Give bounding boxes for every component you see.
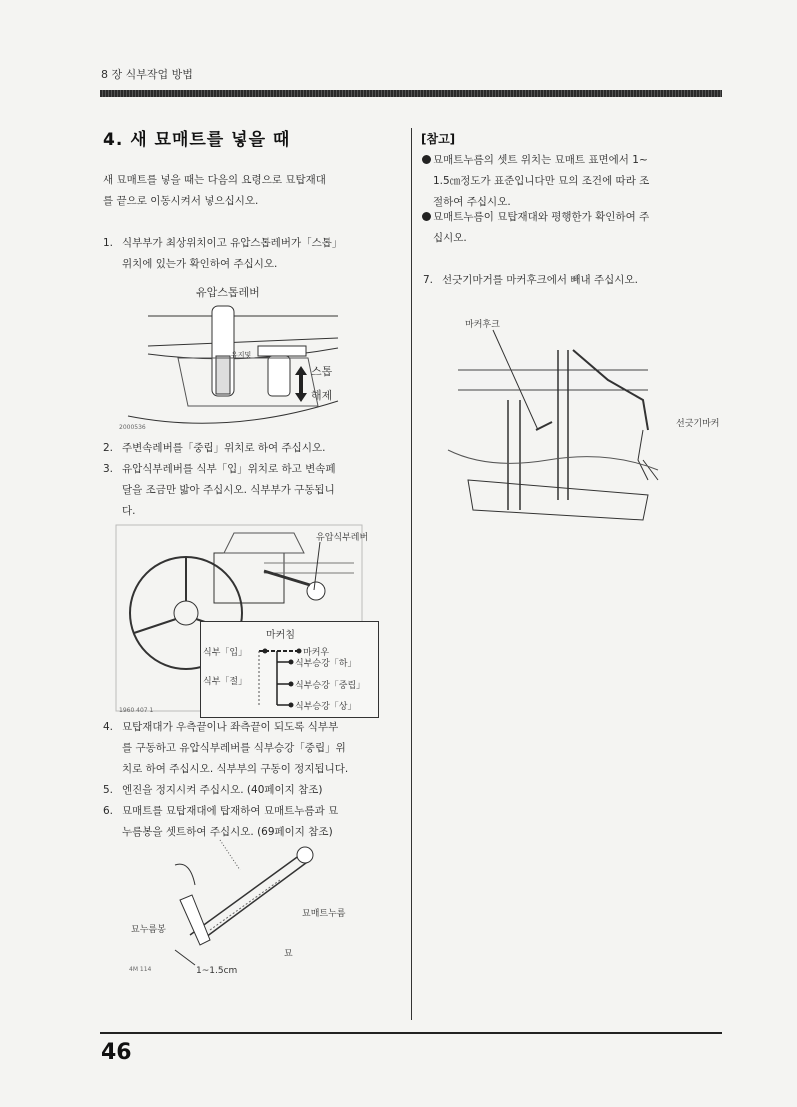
fig1-stop-label: 스톱 bbox=[311, 365, 333, 378]
step-line: 엔진을 정지시켜 주십시오. (40페이지 참조) bbox=[122, 784, 323, 796]
footer-rule bbox=[100, 1032, 722, 1034]
fig4-marker-illustration bbox=[448, 330, 668, 530]
step-line: 치로 하여 주십시오. 식부부의 구동이 정지됩니다. bbox=[122, 763, 349, 775]
fig4-hook-label: 마커후크 bbox=[465, 320, 500, 330]
column-divider bbox=[411, 128, 412, 1020]
step-number: 4. bbox=[103, 721, 114, 733]
note-title: [참고] bbox=[421, 132, 456, 146]
intro-line: 새 묘매트를 넣을 때는 다음의 요령으로 묘탑재대 bbox=[103, 174, 326, 186]
inset-marker-up: 마커우 bbox=[303, 648, 330, 658]
fig3-rod-label: 묘누름봉 bbox=[131, 925, 166, 935]
fig2-leader-line bbox=[310, 542, 330, 590]
fig3-code: 4M 114 bbox=[129, 966, 152, 973]
step-line: 다. bbox=[122, 505, 136, 517]
fig1-sub-label: 유지및 bbox=[231, 351, 252, 359]
step-line: 를 구동하고 유압식부레버를 식부승강「중립」위 bbox=[122, 742, 346, 754]
inset-lower: 식부승강「하」 bbox=[295, 659, 357, 669]
step-line: 식부부가 최상위치이고 유압스톱레버가「스톱」 bbox=[122, 237, 343, 249]
step-line: 유압식부레버를 식부「입」위치로 하고 변속페 bbox=[122, 463, 336, 475]
fig1-title: 유압스톱레버 bbox=[196, 286, 260, 299]
step-line: 묘매트를 묘탑재대에 탑재하여 묘매트누름과 묘 bbox=[122, 805, 339, 817]
step-line: 묘탑재대가 우측끝이나 좌측끝이 되도록 식부부 bbox=[122, 721, 339, 733]
inset-plant-in: 식부「입」 bbox=[203, 648, 248, 658]
step-line: 선긋기마거를 마커후크에서 빼내 주십시오. bbox=[442, 274, 638, 286]
inset-raise: 식부승강「상」 bbox=[295, 702, 357, 712]
section-heading: 4. 새 묘매트를 넣을 때 bbox=[103, 130, 291, 150]
step-number: 6. bbox=[103, 805, 114, 817]
note-line: 1.5㎝정도가 표준입니다만 묘의 조건에 따라 조 bbox=[433, 175, 650, 187]
fig3-gap-label: 1~1.5cm bbox=[196, 966, 238, 976]
note-line: 십시오. bbox=[433, 232, 467, 244]
inset-neutral: 식부승강「중립」 bbox=[295, 681, 366, 691]
fig2-lever-label: 유압식부레버 bbox=[316, 533, 369, 543]
fig4-marker-label: 선긋기마커 bbox=[676, 419, 720, 429]
fig1-code: 2000536 bbox=[119, 424, 146, 431]
bullet-dot-icon bbox=[422, 212, 431, 221]
fig3-seedling-label: 묘 bbox=[284, 949, 293, 959]
fig3-mat-press-label: 묘매트누름 bbox=[302, 909, 346, 919]
step-line: 위치에 있는가 확인하여 주십시오. bbox=[122, 258, 278, 270]
inset-plant-off: 식부「절」 bbox=[203, 677, 248, 687]
bullet-dot-icon bbox=[422, 155, 431, 164]
step-line: 주변속레버를「중립」위치로 하여 주십시오. bbox=[122, 442, 326, 454]
note-line: 묘매트누름의 셋트 위치는 묘매트 표면에서 1~ bbox=[433, 154, 648, 166]
chapter-header: 8 장 식부작업 방법 bbox=[101, 68, 193, 81]
step-line: 누름봉을 셋트하여 주십시오. (69페이지 참조) bbox=[122, 826, 333, 838]
step-number: 3. bbox=[103, 463, 114, 475]
intro-paragraph bbox=[103, 170, 326, 212]
lever-position-inset bbox=[200, 621, 379, 718]
step-number: 1. bbox=[103, 237, 114, 249]
step-number: 2. bbox=[103, 442, 114, 454]
intro-line: 를 끝으로 이동시켜서 넣으십시오. bbox=[103, 195, 259, 207]
note-line: 절하여 주십시오. bbox=[433, 196, 511, 208]
step-line: 달을 조금만 밟아 주십시오. 식부부가 구동됩니 bbox=[122, 484, 335, 496]
inset-title: 마커침 bbox=[266, 630, 295, 641]
note-line: 묘매트누름이 묘탑재대와 평행한가 확인하여 주 bbox=[433, 211, 650, 223]
header-rule bbox=[100, 90, 722, 97]
fig1-release-label: 해제 bbox=[311, 389, 333, 402]
up-down-arrow-icon bbox=[294, 364, 308, 404]
step-number: 7. bbox=[423, 274, 434, 286]
page-number: 46 bbox=[101, 1040, 132, 1065]
fig2-code: 1960 407 1 bbox=[119, 707, 154, 714]
step-number: 5. bbox=[103, 784, 114, 796]
